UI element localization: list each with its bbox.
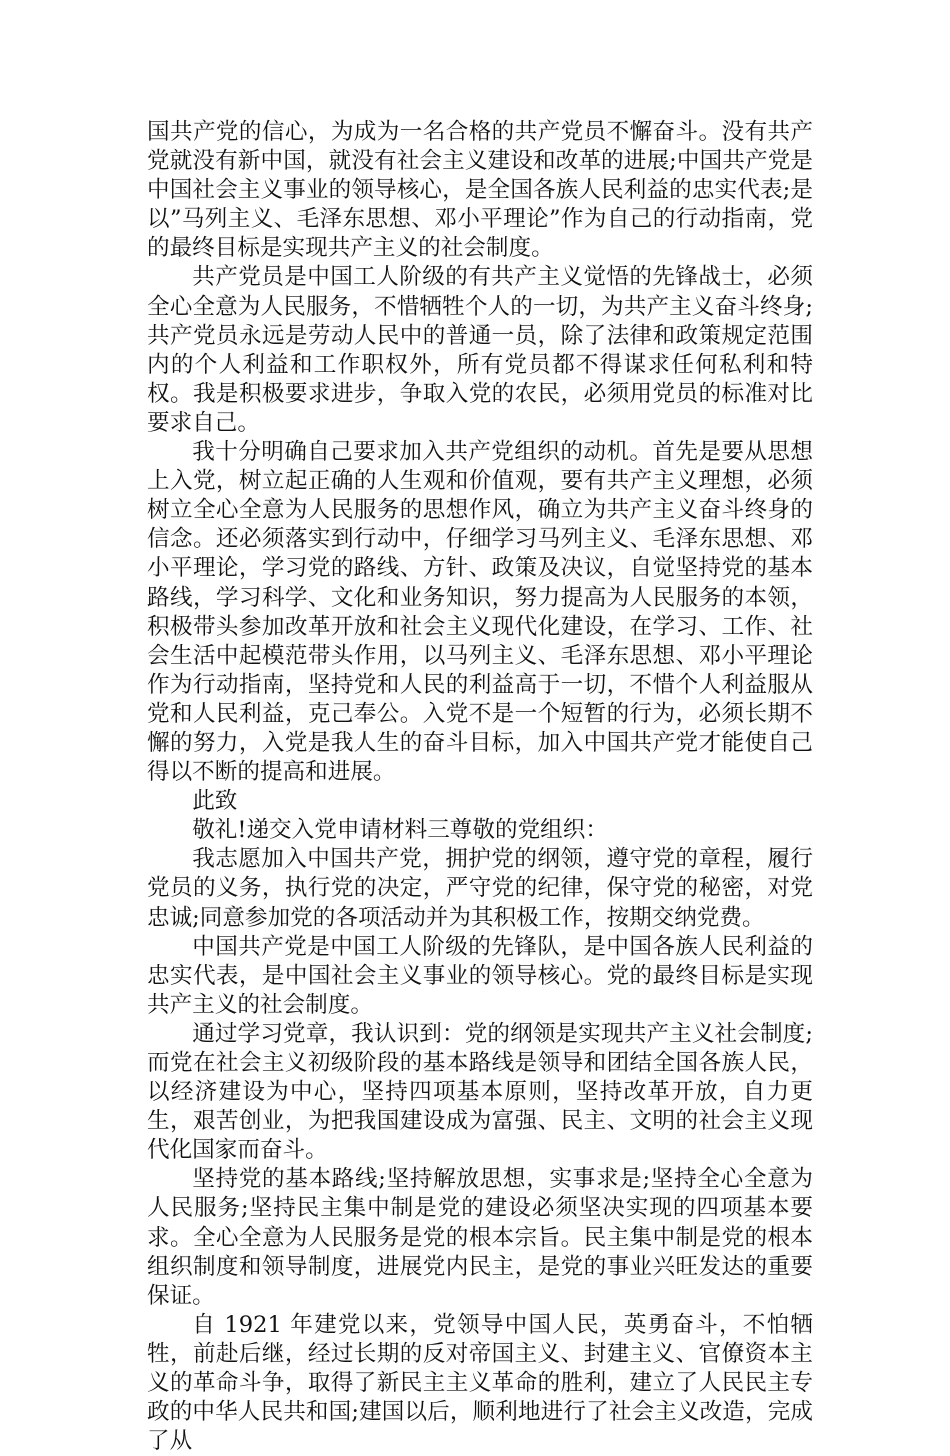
paragraph-8: 通过学习党章，我认识到：党的纲领是实现共产主义社会制度;而党在社会主义初级阶段的基本路线是领导和团结全国各族人民，以经济建设为中心，坚持四项基本原则，坚持改革开放，自力更生，艰苦创业，为把我国建设成为富强、民主、文明的社会主义现代化国家而奋斗。 (147, 1020, 813, 1164)
paragraph-2: 共产党员是中国工人阶级的有共产主义觉悟的先锋战士，必须全心全意为人民服务，不惜牺牲个人的一切，为共产主义奋斗终身;共产党员永远是劳动人民中的普通一员，除了法律和政策规定范围内的个人利益和工作职权外，所有党员都不得谋求任何私利和特权。我是积极要求进步，争取入党的农民，必须用党员的标准对比要求自己。 (147, 264, 813, 436)
paragraph-1: 国共产党的信心，为成为一名合格的共产党员不懈奋斗。没有共产党就没有新中国，就没有社会主义建设和改革的进展;中国共产党是中国社会主义事业的领导核心，是全国各族人民利益的忠实代表;是以”马列主义、毛泽东思想、邓小平理论”作为自己的行动指南，党的最终目标是实现共产主义的社会制度。 (147, 119, 813, 262)
paragraph-6: 我志愿加入中国共产党，拥护党的纲领，遵守党的章程，履行党员的义务，执行党的决定，严守党的纪律，保守党的秘密，对党忠诚;同意参加党的各项活动并为其积极工作，按期交纳党费。 (147, 846, 813, 931)
paragraph-7: 中国共产党是中国工人阶级的先锋队，是中国各族人民利益的忠实代表，是中国社会主义事业的领导核心。党的最终目标是实现共产主义的社会制度。 (147, 933, 813, 1018)
closing-salutation: 此致 (192, 788, 238, 815)
document-body (147, 118, 813, 1456)
paragraph-10: 自 1921 年建党以来，党领导中国人民，英勇奋斗，不怕牺牲，前赴后继，经过长期的反对帝国主义、封建主义、官僚资本主义的革命斗争，取得了新民主主义革命的胜利，建立了人民民主专政的中华人民共和国;建国以后，顺利地进行了社会主义改造，完成了从 (147, 1311, 813, 1455)
salutation-heading: 敬礼!递交入党申请材料三尊敬的党组织： (192, 817, 608, 844)
paragraph-9: 坚持党的基本路线;坚持解放思想，实事求是;坚持全心全意为人民服务;坚持民主集中制是党的建设必须坚决实现的四项基本要求。全心全意为人民服务是党的根本宗旨。民主集中制是党的根本组织制度和领导制度，进展党内民主，是党的事业兴旺发达的重要保证。 (147, 1166, 813, 1309)
paragraph-3: 我十分明确自己要求加入共产党组织的动机。首先是要从思想上入党，树立起正确的人生观和价值观，要有共产主义理想，必须树立全心全意为人民服务的思想作风，确立为共产主义奋斗终身的信念。还必须落实到行动中，仔细学习马列主义、毛泽东思想、邓小平理论，学习党的路线、方针、政策及决议，自觉坚持党的基本路线，学习科学、文化和业务知识，努力提高为人民服务的本领，积极带头参加改革开放和社会主义现代化建设，在学习、工作、社会生活中起模范带头作用，以马列主义、毛泽东思想、邓小平理论作为行动指南，坚持党和人民的利益高于一切，不惜个人利益服从党和人民利益，克己奉公。入党不是一个短暂的行为，必须长期不懈的努力，入党是我人生的奋斗目标，加入中国共产党才能使自己得以不断的提高和进展。 (147, 439, 813, 786)
